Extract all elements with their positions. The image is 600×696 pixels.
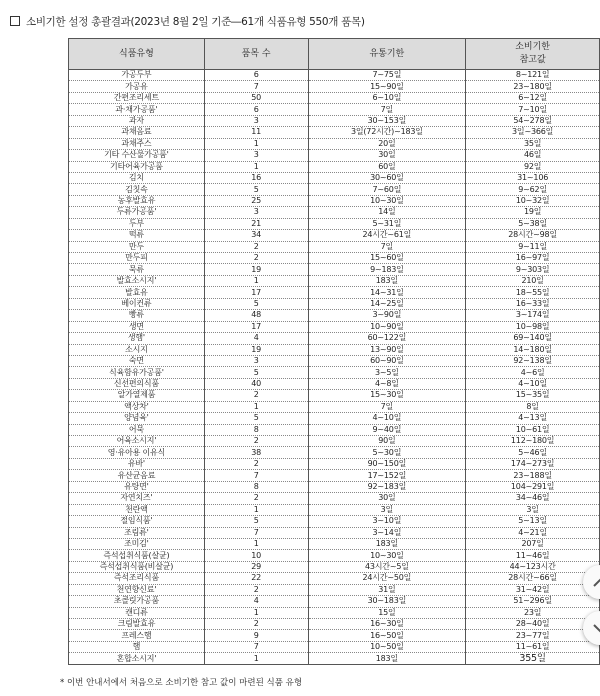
results-table [68, 38, 600, 665]
item-count-cell: 2 [204, 619, 308, 630]
table-row [69, 470, 600, 481]
consumption-period-cell: 46일 [466, 150, 600, 161]
consumption-period-cell: 23일 [466, 607, 600, 618]
distribution-period-cell: 10~90일 [308, 321, 466, 332]
distribution-period-cell: 7일 [308, 241, 466, 252]
distribution-period-cell: 16~30일 [308, 619, 466, 630]
consumption-period-cell: 31~106 [466, 172, 600, 183]
header-food-type: 식품유형 [69, 39, 205, 70]
table-row [69, 104, 600, 115]
item-count-cell: 17 [204, 321, 308, 332]
food-type-cell: 생햄' [69, 333, 205, 344]
distribution-period-cell: 3~14일 [308, 527, 466, 538]
item-count-cell: 8 [204, 481, 308, 492]
distribution-period-cell: 7~75일 [308, 70, 466, 81]
item-count-cell: 5 [204, 184, 308, 195]
item-count-cell: 17 [204, 287, 308, 298]
food-type-cell: 과자 [69, 115, 205, 126]
food-type-cell: 간편조리세트 [69, 92, 205, 103]
consumption-period-cell: 18~55일 [466, 287, 600, 298]
distribution-period-cell: 43시간~5일 [308, 561, 466, 572]
table-row [69, 436, 600, 447]
food-type-cell: 과채주스 [69, 138, 205, 149]
distribution-period-cell: 3~90일 [308, 310, 466, 321]
table-row [69, 550, 600, 561]
food-type-cell: 김치 [69, 172, 205, 183]
food-type-cell: 즉석섭취식품(살균) [69, 550, 205, 561]
table-row [69, 207, 600, 218]
consumption-period-cell: 11~46일 [466, 550, 600, 561]
consumption-period-cell: 3일~366일 [466, 127, 600, 138]
distribution-period-cell: 3~5일 [308, 367, 466, 378]
table-row [69, 172, 600, 183]
table-row [69, 447, 600, 458]
checkbox-square-icon [10, 16, 20, 26]
item-count-cell: 38 [204, 447, 308, 458]
consumption-period-cell: 23~77일 [466, 630, 600, 641]
consumption-period-cell: 174~273일 [466, 458, 600, 469]
food-type-cell: 두부 [69, 218, 205, 229]
distribution-period-cell: 30~60일 [308, 172, 466, 183]
chevron-down-icon [593, 624, 600, 633]
consumption-period-cell: 5~46일 [466, 447, 600, 458]
table-row [69, 241, 600, 252]
food-type-cell: 알가열제품 [69, 390, 205, 401]
table-row [69, 321, 600, 332]
distribution-period-cell: 60일 [308, 161, 466, 172]
food-type-cell: 즉석조리식품 [69, 573, 205, 584]
table-row [69, 355, 600, 366]
table-row [69, 287, 600, 298]
food-type-cell: 빵류 [69, 310, 205, 321]
item-count-cell: 34 [204, 230, 308, 241]
distribution-period-cell: 30~153일 [308, 115, 466, 126]
table-row [69, 641, 600, 652]
consumption-period-cell: 7~10일 [466, 104, 600, 115]
consumption-period-cell: 28~40일 [466, 619, 600, 630]
distribution-period-cell: 15~30일 [308, 390, 466, 401]
table-row [69, 218, 600, 229]
food-type-cell: 가공두부 [69, 70, 205, 81]
food-type-cell: 만두 [69, 241, 205, 252]
consumption-period-cell: 10~98일 [466, 321, 600, 332]
item-count-cell: 2 [204, 584, 308, 595]
consumption-period-cell: 23~188일 [466, 470, 600, 481]
item-count-cell: 1 [204, 401, 308, 412]
distribution-period-cell: 24시간~50일 [308, 573, 466, 584]
table-row [69, 70, 600, 81]
table-row [69, 150, 600, 161]
food-type-cell: 프레스햄 [69, 630, 205, 641]
item-count-cell: 5 [204, 413, 308, 424]
distribution-period-cell: 20일 [308, 138, 466, 149]
table-row [69, 630, 600, 641]
distribution-period-cell: 3일 [308, 504, 466, 515]
table-row [69, 253, 600, 264]
consumption-period-cell: 3일 [466, 504, 600, 515]
item-count-cell: 1 [204, 653, 308, 664]
distribution-period-cell: 9~40일 [308, 424, 466, 435]
food-type-cell: 절임식품' [69, 516, 205, 527]
consumption-period-cell: 104~291일 [466, 481, 600, 492]
table-row [69, 310, 600, 321]
table-row [69, 653, 600, 664]
table-row [69, 424, 600, 435]
consumption-period-cell: 4~13일 [466, 413, 600, 424]
table-row [69, 344, 600, 355]
table-row [69, 413, 600, 424]
table-row [69, 298, 600, 309]
document-title-text: 소비기한 설정 총괄결과(2023년 8월 2일 기준―61개 식품유형 550개 품목) [26, 16, 365, 28]
distribution-period-cell: 15~90일 [308, 81, 466, 92]
distribution-period-cell: 4~8일 [308, 378, 466, 389]
distribution-period-cell: 7일 [308, 104, 466, 115]
table-row [69, 333, 600, 344]
food-type-cell: 묵류 [69, 264, 205, 275]
distribution-period-cell: 7~60일 [308, 184, 466, 195]
food-type-cell: 조미김' [69, 538, 205, 549]
distribution-period-cell: 14~25일 [308, 298, 466, 309]
consumption-period-cell: 9~11일 [466, 241, 600, 252]
distribution-period-cell: 7일 [308, 401, 466, 412]
food-type-cell: 생면 [69, 321, 205, 332]
consumption-period-cell: 112~180일 [466, 436, 600, 447]
distribution-period-cell: 14일 [308, 207, 466, 218]
table-header-row [69, 39, 600, 70]
distribution-period-cell: 13~90일 [308, 344, 466, 355]
table-row [69, 504, 600, 515]
document-title [10, 14, 365, 29]
item-count-cell: 5 [204, 298, 308, 309]
table-row [69, 81, 600, 92]
consumption-period-cell: 10~61일 [466, 424, 600, 435]
table-row [69, 573, 600, 584]
table-row [69, 230, 600, 241]
food-type-cell: 천란액 [69, 504, 205, 515]
food-type-cell: 기타 수산물가공품' [69, 150, 205, 161]
consumption-period-cell: 11~61일 [466, 641, 600, 652]
item-count-cell: 2 [204, 493, 308, 504]
item-count-cell: 5 [204, 367, 308, 378]
item-count-cell: 7 [204, 641, 308, 652]
table-row [69, 138, 600, 149]
distribution-period-cell: 17~152일 [308, 470, 466, 481]
food-type-cell: 즉석섭취식품(비살균) [69, 561, 205, 572]
item-count-cell: 4 [204, 596, 308, 607]
item-count-cell: 3 [204, 355, 308, 366]
consumption-period-cell: 69~140일 [466, 333, 600, 344]
distribution-period-cell: 183일 [308, 653, 466, 664]
consumption-period-cell: 14~180일 [466, 344, 600, 355]
item-count-cell: 21 [204, 218, 308, 229]
table-row [69, 481, 600, 492]
food-type-cell: 발효유 [69, 287, 205, 298]
distribution-period-cell: 3~10일 [308, 516, 466, 527]
distribution-period-cell: 30일 [308, 493, 466, 504]
footnote: * 이번 안내서에서 처음으로 소비기한 참고 값이 마련된 식품 유형 [60, 678, 303, 688]
food-type-cell: 유산균음료 [69, 470, 205, 481]
table-row [69, 367, 600, 378]
item-count-cell: 29 [204, 561, 308, 572]
distribution-period-cell: 10~30일 [308, 195, 466, 206]
item-count-cell: 50 [204, 92, 308, 103]
food-type-cell: 천연향신료' [69, 584, 205, 595]
table-row [69, 493, 600, 504]
item-count-cell: 16 [204, 172, 308, 183]
food-type-cell: 베이컨류 [69, 298, 205, 309]
consumption-period-cell: 6~12일 [466, 92, 600, 103]
table-row [69, 161, 600, 172]
food-type-cell: 과·채가공품' [69, 104, 205, 115]
consumption-period-cell: 92일 [466, 161, 600, 172]
consumption-period-cell: 4~6일 [466, 367, 600, 378]
distribution-period-cell: 183일 [308, 538, 466, 549]
item-count-cell: 1 [204, 161, 308, 172]
distribution-period-cell: 60~90일 [308, 355, 466, 366]
distribution-period-cell: 183일 [308, 275, 466, 286]
food-type-cell: 어육소시지' [69, 436, 205, 447]
food-type-cell: 영·유아용 이유식 [69, 447, 205, 458]
distribution-period-cell: 3일(72시간)~183일 [308, 127, 466, 138]
food-type-cell: 어묵 [69, 424, 205, 435]
table-row [69, 378, 600, 389]
table-row [69, 264, 600, 275]
food-type-cell: 숙면 [69, 355, 205, 366]
consumption-period-cell: 15~35일 [466, 390, 600, 401]
food-type-cell: 캔디류 [69, 607, 205, 618]
food-type-cell: 농후발효유 [69, 195, 205, 206]
table-row [69, 516, 600, 527]
item-count-cell: 9 [204, 630, 308, 641]
consumption-period-cell: 4~10일 [466, 378, 600, 389]
consumption-period-cell: 28시간~66일 [466, 573, 600, 584]
item-count-cell: 1 [204, 538, 308, 549]
item-count-cell: 48 [204, 310, 308, 321]
consumption-period-cell: 16~33일 [466, 298, 600, 309]
consumption-period-cell: 34~46일 [466, 493, 600, 504]
food-type-cell: 김칫속 [69, 184, 205, 195]
distribution-period-cell: 24시간~61일 [308, 230, 466, 241]
item-count-cell: 7 [204, 81, 308, 92]
table-row [69, 275, 600, 286]
item-count-cell: 6 [204, 104, 308, 115]
distribution-period-cell: 15~60일 [308, 253, 466, 264]
table-row [69, 584, 600, 595]
distribution-period-cell: 90일 [308, 436, 466, 447]
distribution-period-cell: 14~31일 [308, 287, 466, 298]
food-type-cell: 가공유 [69, 81, 205, 92]
food-type-cell: 과채음료 [69, 127, 205, 138]
header-consumption-period: 소비기한 참고값 [466, 39, 600, 70]
food-type-cell: 소시지 [69, 344, 205, 355]
food-type-cell: 식육함유가공품' [69, 367, 205, 378]
distribution-period-cell: 30일 [308, 150, 466, 161]
food-type-cell: 초콜릿가공품 [69, 596, 205, 607]
item-count-cell: 3 [204, 150, 308, 161]
item-count-cell: 25 [204, 195, 308, 206]
food-type-cell: 혼합소시지' [69, 653, 205, 664]
distribution-period-cell: 5~31일 [308, 218, 466, 229]
table-row [69, 607, 600, 618]
consumption-period-cell: 10~32일 [466, 195, 600, 206]
item-count-cell: 1 [204, 275, 308, 286]
consumption-period-cell: 23~180일 [466, 81, 600, 92]
distribution-period-cell: 9~183일 [308, 264, 466, 275]
consumption-period-cell: 210일 [466, 275, 600, 286]
table-row [69, 458, 600, 469]
distribution-period-cell: 16~50일 [308, 630, 466, 641]
food-type-cell: 신선편의식품 [69, 378, 205, 389]
table-row [69, 596, 600, 607]
distribution-period-cell: 30~183일 [308, 596, 466, 607]
item-count-cell: 1 [204, 607, 308, 618]
item-count-cell: 2 [204, 436, 308, 447]
consumption-period-cell: 51~296일 [466, 596, 600, 607]
item-count-cell: 2 [204, 458, 308, 469]
food-type-cell: 발효소시지' [69, 275, 205, 286]
distribution-period-cell: 10~50일 [308, 641, 466, 652]
consumption-period-cell: 3~174일 [466, 310, 600, 321]
table-row [69, 527, 600, 538]
item-count-cell: 19 [204, 264, 308, 275]
consumption-period-cell: 8~121일 [466, 70, 600, 81]
distribution-period-cell: 92~183일 [308, 481, 466, 492]
item-count-cell: 8 [204, 424, 308, 435]
table-row [69, 195, 600, 206]
table-row [69, 538, 600, 549]
item-count-cell: 5 [204, 516, 308, 527]
item-count-cell: 40 [204, 378, 308, 389]
distribution-period-cell: 6~10일 [308, 92, 466, 103]
table-row [69, 115, 600, 126]
food-type-cell: 만두피 [69, 253, 205, 264]
distribution-period-cell: 15일 [308, 607, 466, 618]
item-count-cell: 7 [204, 527, 308, 538]
chevron-up-icon [593, 578, 600, 587]
consumption-period-cell: 8일 [466, 401, 600, 412]
distribution-period-cell: 4~10일 [308, 413, 466, 424]
consumption-period-cell: 44~123시간 [466, 561, 600, 572]
distribution-period-cell: 10~30일 [308, 550, 466, 561]
item-count-cell: 2 [204, 241, 308, 252]
item-count-cell: 3 [204, 115, 308, 126]
item-count-cell: 3 [204, 207, 308, 218]
food-type-cell: 조림류' [69, 527, 205, 538]
food-type-cell: 액상차' [69, 401, 205, 412]
consumption-period-cell: 31~42일 [466, 584, 600, 595]
item-count-cell: 4 [204, 333, 308, 344]
header-distribution-period: 유통기한 [308, 39, 466, 70]
consumption-period-cell: 54~278일 [466, 115, 600, 126]
item-count-cell: 19 [204, 344, 308, 355]
table-row [69, 561, 600, 572]
item-count-cell: 1 [204, 504, 308, 515]
consumption-period-cell: 35일 [466, 138, 600, 149]
food-type-cell: 자연치즈' [69, 493, 205, 504]
item-count-cell: 7 [204, 470, 308, 481]
table-row [69, 184, 600, 195]
consumption-period-cell: 9~303일 [466, 264, 600, 275]
table-row [69, 401, 600, 412]
food-type-cell: 양념육' [69, 413, 205, 424]
consumption-period-cell: 355일 [466, 653, 600, 664]
consumption-period-cell: 92~138일 [466, 355, 600, 366]
distribution-period-cell: 90~150일 [308, 458, 466, 469]
consumption-period-cell: 5~38일 [466, 218, 600, 229]
consumption-period-cell: 4~21일 [466, 527, 600, 538]
consumption-period-cell: 16~97일 [466, 253, 600, 264]
item-count-cell: 2 [204, 253, 308, 264]
food-type-cell: 기타어육가공품 [69, 161, 205, 172]
item-count-cell: 6 [204, 70, 308, 81]
item-count-cell: 2 [204, 390, 308, 401]
table-row [69, 619, 600, 630]
consumption-period-cell: 28시간~98일 [466, 230, 600, 241]
consumption-period-cell: 207일 [466, 538, 600, 549]
consumption-period-cell: 19일 [466, 207, 600, 218]
table-row [69, 390, 600, 401]
header-item-count: 품목 수 [204, 39, 308, 70]
consumption-period-cell: 5~13일 [466, 516, 600, 527]
table-row [69, 127, 600, 138]
distribution-period-cell: 31일 [308, 584, 466, 595]
food-type-cell: 유탕면' [69, 481, 205, 492]
food-type-cell: 햄 [69, 641, 205, 652]
item-count-cell: 11 [204, 127, 308, 138]
food-type-cell: 두류가공품' [69, 207, 205, 218]
table-row [69, 92, 600, 103]
item-count-cell: 22 [204, 573, 308, 584]
item-count-cell: 1 [204, 138, 308, 149]
distribution-period-cell: 5~30일 [308, 447, 466, 458]
food-type-cell: 크림발효유 [69, 619, 205, 630]
food-type-cell: 유바' [69, 458, 205, 469]
consumption-period-cell: 9~62일 [466, 184, 600, 195]
food-type-cell: 떡류 [69, 230, 205, 241]
item-count-cell: 10 [204, 550, 308, 561]
distribution-period-cell: 60~122일 [308, 333, 466, 344]
